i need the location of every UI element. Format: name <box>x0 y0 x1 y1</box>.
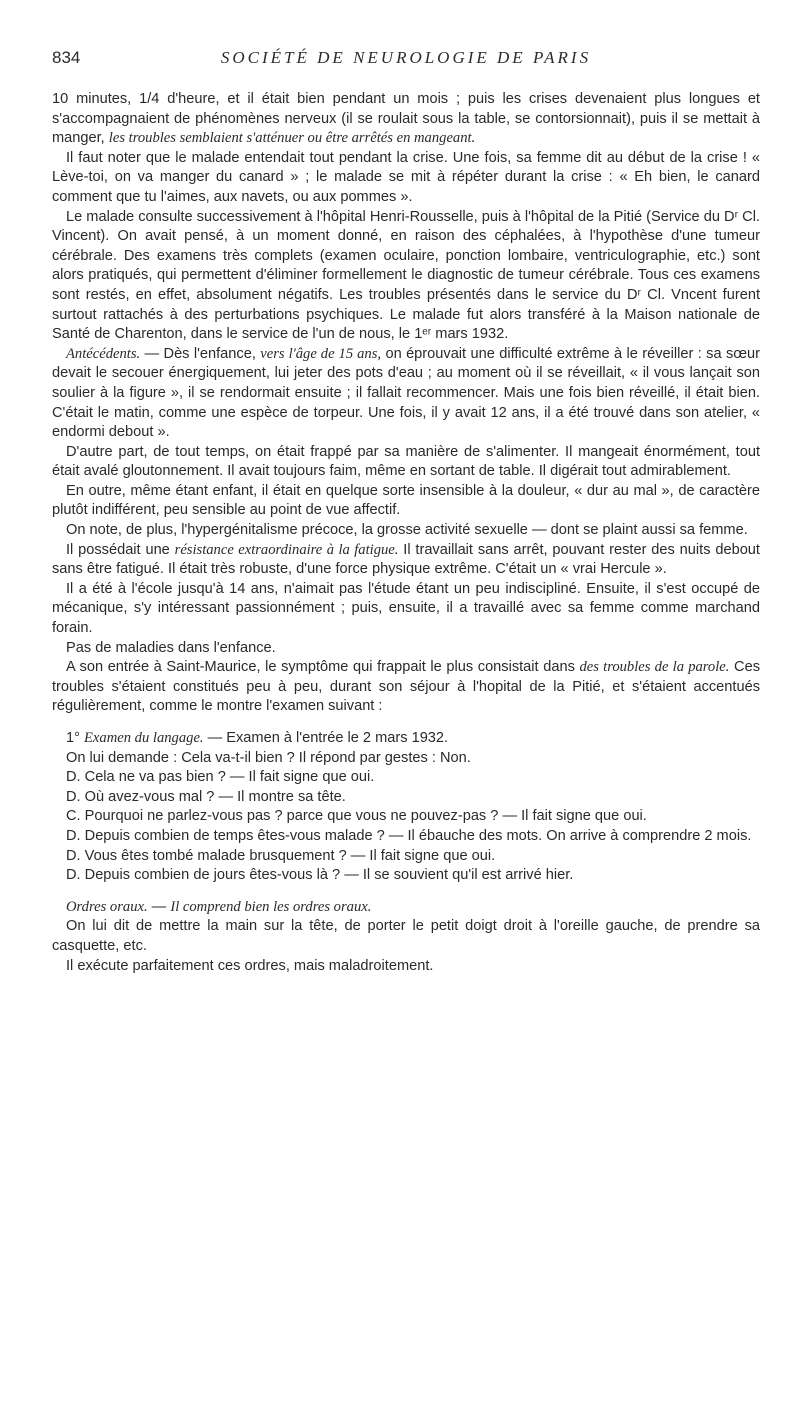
paragraph: Le malade consulte successivement à l'hôpital Henri-Rousselle, puis à l'hôpital de la Pitié (Service du Dʳ Cl. Vincent). On avait pensé, à un moment donné, en raison des céphalées, à l'hypothèse d'une tumeur cérébrale. Des examens très complets (examen oculaire, ponction lombaire, ventriculographie, etc.) sont alors pratiqués, qui permettent d'éliminer formellement le diagnostic de tumeur cérébrale. Tous ces examens sont restés, en effet, absolument négatifs. Les troubles présentés dans le service du Dʳ Cl. Vncent furent surtout rattachés à des perturbations psychiques. Le malade fut alors transféré à la Maison nationale de Santé de Charenton, dans le service de l'un de nous, le 1ᵉʳ mars 1932. <box>52 208 760 343</box>
paragraph: Il a été à l'école jusqu'à 14 ans, n'aimait pas l'étude étant un peu indiscipliné. Ensuite, il s'est occupé de mécanique, s'y intéressant passionnément ; puis, ensuite, il a travaillé avec sa femme comme marchand forain. <box>52 580 760 637</box>
dialogue-line: D. Depuis combien de jours êtes-vous là ? — Il se souvient qu'il est arrivé hier. <box>66 867 574 884</box>
paragraph-antecedents: Antécédents. — Dès l'enfance, vers l'âge de 15 ans, on éprouvait une difficulté extrême à le réveiller : sa sœur devait le secouer énergiquement, lui jeter des pots d'eau ; au moment où il se réveillait, « il vous lançait son soulier à la figure », il se rendormait ensuite ; il fallait recommencer. Mais une fois bien réveillé, il était bien. C'était le matin, comme une espèce de torpeur. Une fois, il y avait 12 ans, il a été trouvé dans son atelier, « endormi debout ». <box>52 345 761 441</box>
paragraph: D'autre part, de tout temps, on était frappé par sa manière de s'alimenter. Il mangeait énormément, tout était avalé gloutonnement. Il avait toujours faim, même en sortant de table. Il digérait tout admirablement. <box>52 443 760 480</box>
paragraph: Il possédait une résistance extraordinaire à la fatigue. Il travaillait sans arrêt, pouvant rester des nuits debout sans être fatigué. Il était très robuste, d'une force physique extrême. C'était un « vrai Hercule ». <box>52 541 760 578</box>
paragraph: Il faut noter que le malade entendait tout pendant la crise. Une fois, sa femme dit au début de la crise ! « Lève-toi, on va manger du canard » ; le malade se mit à répéter durant la crise : « Eh bien, le canard comment que tu l'aimes, aux navets, ou aux pommes ». <box>52 149 760 205</box>
paragraph: On lui dit de mettre la main sur la tête, de porter le petit doigt droit à l'oreille gauche, de prendre sa casquette, etc. <box>52 918 760 954</box>
paragraph: 10 minutes, 1/4 d'heure, et il était bien pendant un mois ; puis les crises devenaient plus longues et s'accompagnaient de phénomènes nerveux (il se roulait sous la table, se contorsionnait), puis il se mettait à manger, les troubles semblaient s'atténuer ou être arrêtés en mangeant. <box>52 91 760 147</box>
paragraph: En outre, même étant enfant, il était en quelque sorte insensible à la douleur, « dur au mal », de caractère plutôt indifférent, peu sensible au point de vue affectif. <box>52 482 760 519</box>
dialogue-line: D. Depuis combien de temps êtes-vous malade ? — Il ébauche des mots. On arrive à comprendre 2 mois. <box>66 827 752 844</box>
paragraph: Il exécute parfaitement ces ordres, mais maladroitement. <box>66 957 434 974</box>
dialogue-line: D. Où avez-vous mal ? — Il montre sa tête. <box>66 788 346 805</box>
page-header <box>52 48 760 78</box>
paragraph: On note, de plus, l'hypergénitalisme précoce, la grosse activité sexuelle — dont se plaint aussi sa femme. <box>66 522 748 539</box>
dialogue-line: D. Vous êtes tombé malade brusquement ? — Il fait signe que oui. <box>66 847 496 864</box>
section-heading-language-exam: 1° Examen du langage. — Examen à l'entrée le 2 mars 1932. <box>66 730 449 746</box>
section-heading-oral-orders: Ordres oraux. — Il comprend bien les ordres oraux. <box>66 898 372 915</box>
page-number: 834 <box>52 48 81 67</box>
running-title: SOCIÉTÉ DE NEUROLOGIE DE PARIS <box>220 48 592 67</box>
dialogue-line: C. Pourquoi ne parlez-vous pas ? parce que vous ne pouvez-pas ? — Il fait signe que oui. <box>66 808 647 825</box>
paragraph: Pas de maladies dans l'enfance. <box>66 639 276 656</box>
dialogue-line: On lui demande : Cela va-t-il bien ? Il répond par gestes : Non. <box>66 749 471 766</box>
dialogue-line: D. Cela ne va pas bien ? — Il fait signe que oui. <box>66 769 375 786</box>
paragraph: A son entrée à Saint-Maurice, le symptôme qui frappait le plus consistait dans des troubles de la parole. Ces troubles s'étaient constitués peu à peu, durant son séjour à l'hopital de la Pitié, et s'étaient accentués régulièrement, comme le montre l'examen suivant : <box>52 659 760 715</box>
